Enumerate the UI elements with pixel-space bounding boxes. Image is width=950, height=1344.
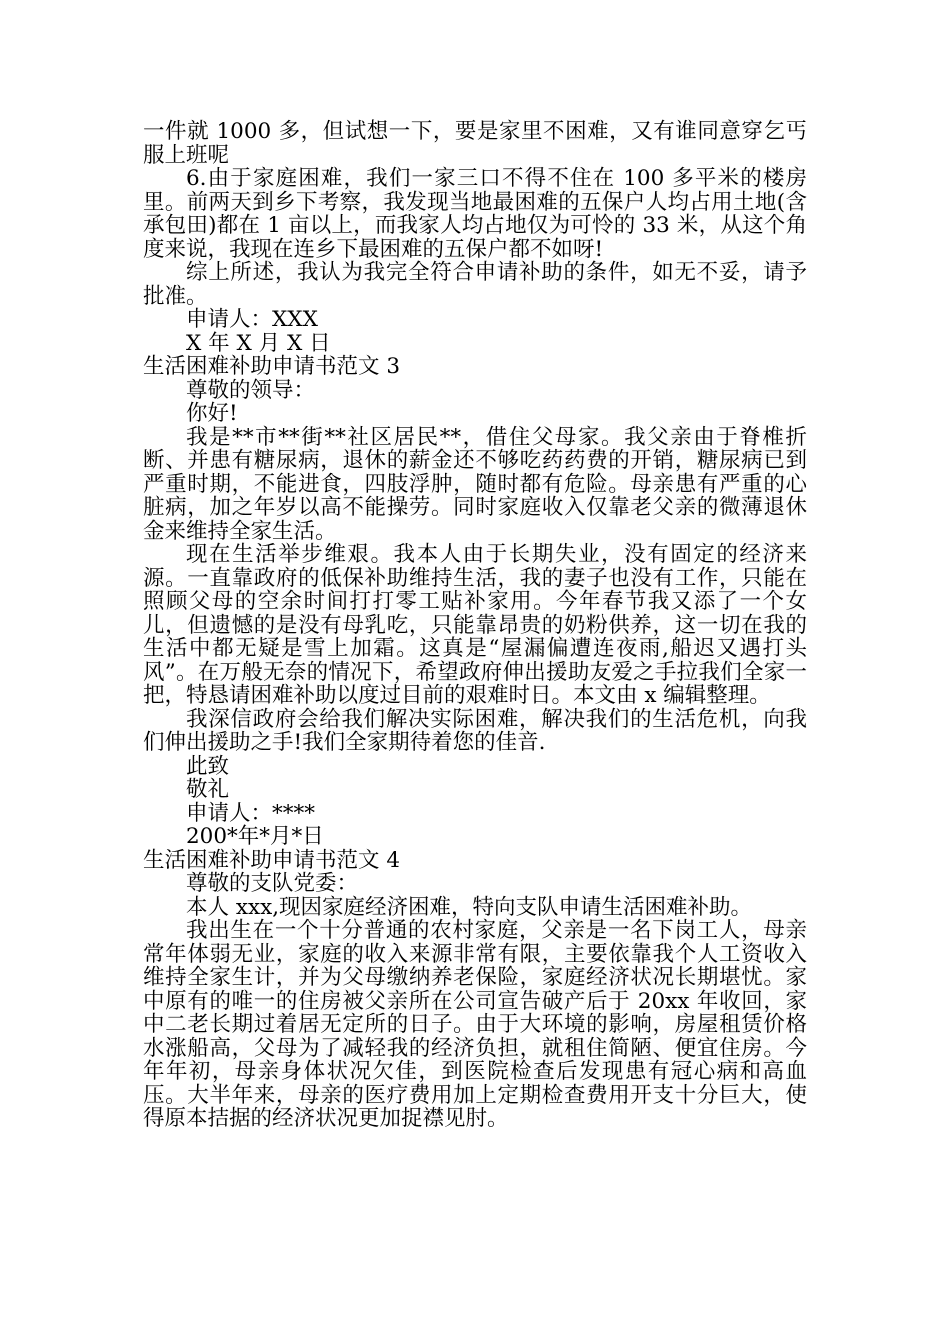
paragraph-housing: 6.由于家庭困难，我们一家三口不得不住在 100 多平米的楼房里。前两天到乡下考察，我发现当地最困难的五保户人均占用土地(含承包田)都在 1 亩以上，而我家人均占地仅为可怜的 33 米，从这个角度来说，我现在连乡下最困难的五保户都不如呀! (143, 166, 807, 262)
section-heading-3: 生活困难补助申请书范文 3 (143, 354, 401, 379)
salutation: 尊敬的支队党委： (186, 871, 359, 896)
paragraph-trust: 我深信政府会给我们解决实际困难，解决我们的生活危机，向我们伸出援助之手!我们全家期待着您的佳音. (143, 706, 807, 755)
document-page (143, 120, 807, 1131)
paragraph-family-situation: 我出生在一个十分普通的农村家庭，父亲是一名下岗工人，母亲常年体弱无业，家庭的收入来源非常有限，主要依靠我个人工资收入维持全家生计，并为父母缴纳养老保险，家庭经济状况长期堪忧。家中原有的唯一的住房被父亲所在公司宣告破产后于 20xx 年收回，家中二老长期过着居无定所的日子。由于大环境的影响，房屋租赁价格水涨船高，父母为了减轻我的经济负担，就租住简陋、便宜住房。今年年初，母亲身体状况欠佳，到医院检查后发现患有冠心病和高血压。大半年来，母亲的医疗费用加上定期检查费用开支十分巨大，使得原本拮据的经济状况更加捉襟见肘。 (143, 918, 807, 1131)
paragraph-conclusion: 综上所述，我认为我完全符合申请补助的条件，如无不妥，请予批准。 (143, 260, 807, 309)
greeting: 你好! (186, 401, 238, 426)
paragraph-intro: 本人 xxx,现因家庭经济困难，特向支队申请生活困难补助。 (186, 894, 753, 920)
salutation: 尊敬的领导： (186, 377, 316, 403)
applicant-line: 申请人：XXX (186, 307, 318, 332)
closing-zhici: 此致 (186, 753, 230, 779)
applicant-line: 申请人：**** (186, 800, 316, 826)
date-line: X 年 X 月 X 日 (186, 330, 331, 356)
date-line: 200*年*月*日 (186, 824, 324, 849)
closing-jingli: 敬礼 (186, 777, 230, 802)
paragraph-family-background: 我是**市**街**社区居民**，借住父母家。我父亲由于脊椎折断、并患有糖尿病，退休的薪金还不够吃药药费的开销，糖尿病已到严重时期，不能进食，四肢浮肿，随时都有危险。母亲患有严重的心脏病，加之年岁以高不能操劳。同时家庭收入仅靠老父亲的微薄退休金来维持全家生活。 (143, 424, 807, 544)
section-heading-4: 生活困难补助申请书范文 4 (143, 847, 401, 873)
paragraph-hardship: 现在生活举步维艰。我本人由于长期失业，没有固定的经济来源。一直靠政府的低保补助维持生活，我的妻子也没有工作，只能在照顾父母的空余时间打打零工贴补家用。今年春节我又添了一个女儿，但遗憾的是没有母乳吃，只能靠昂贵的奶粉供养，这一切在我的生活中都无疑是雪上加霜。这真是“屋漏偏遭连夜雨,船迟又遇打头风”。在万般无奈的情况下，希望政府伸出援助友爱之手拉我们全家一把，特恳请困难补助以度过目前的艰难时日。本文由 x 编辑整理。 (143, 542, 807, 708)
paragraph-continuation: 一件就 1000 多，但试想一下，要是家里不困难，又有谁同意穿乞丐服上班呢 (143, 119, 807, 168)
